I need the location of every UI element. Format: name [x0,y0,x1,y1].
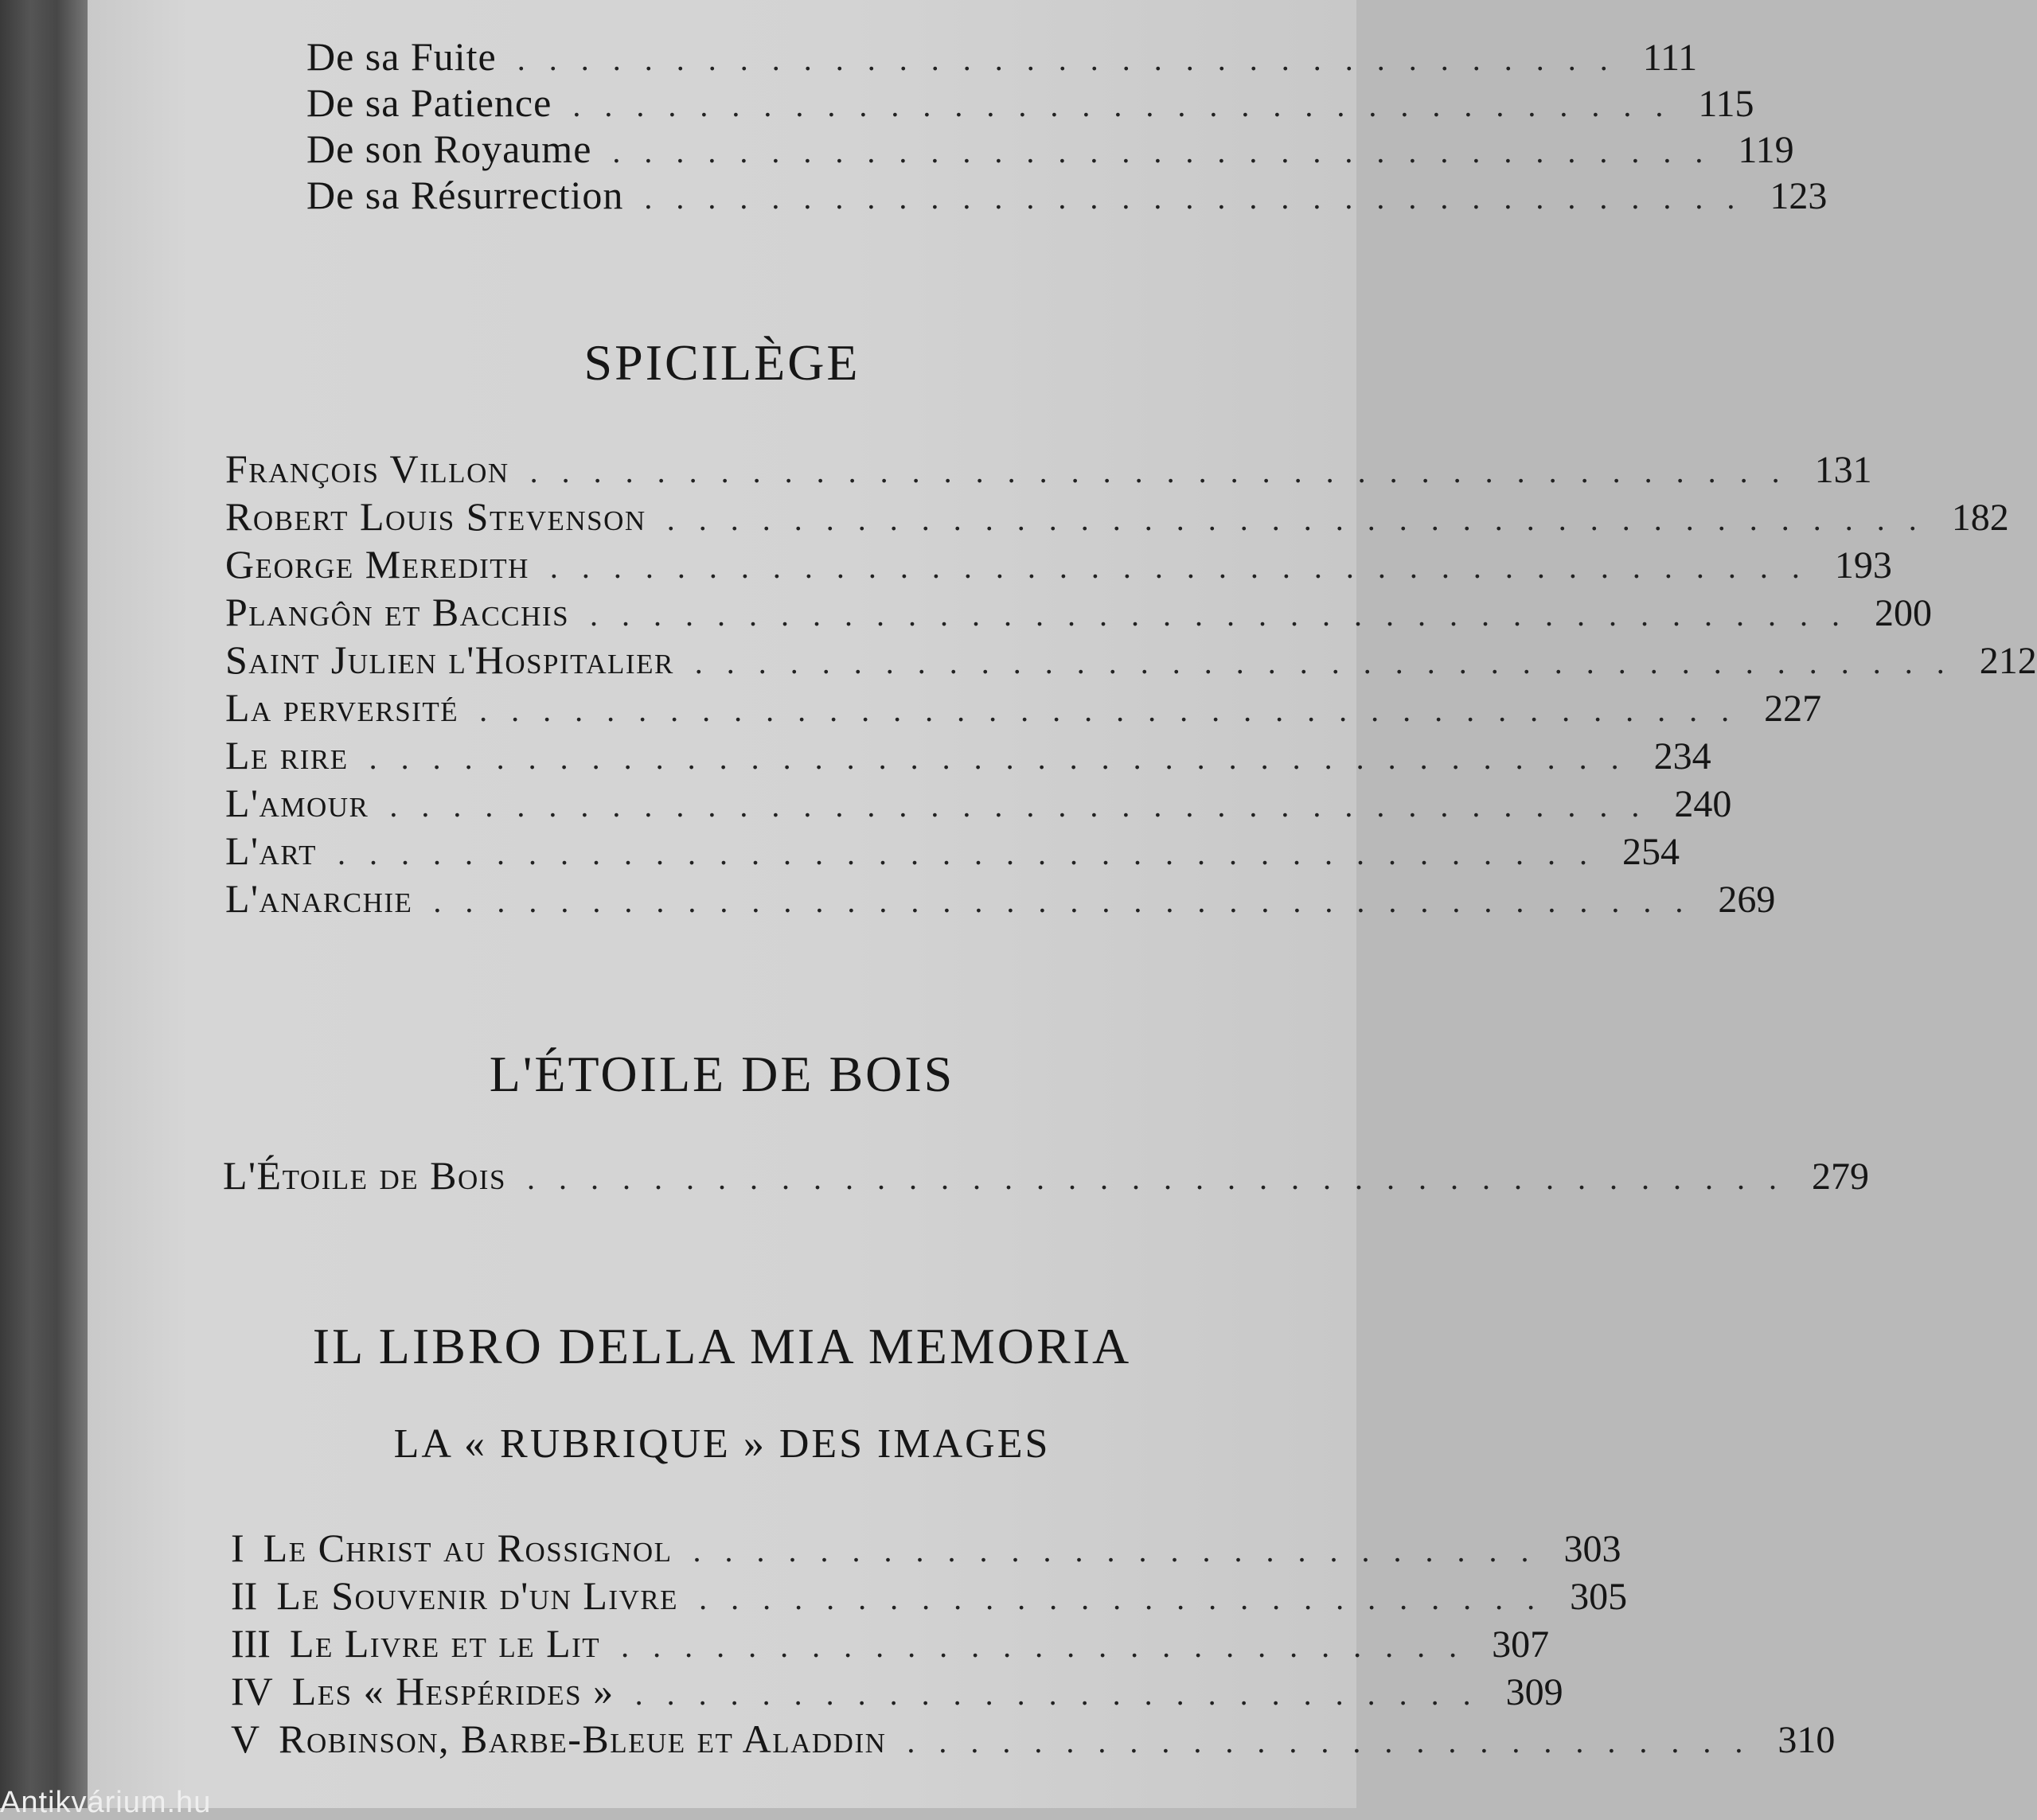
toc-entry-page: 279 [1811,1156,1869,1198]
toc-entry-title: L'Étoile de Bois [223,1153,506,1198]
leader-dots: . . . . . . . . . . . . . . . . . . . . . . . . . . . . . . . . . . . . . . . . [389,788,1648,824]
leader-dots: . . . . . . . . . . . . . . . . . . . . . . . . . . . . . . . . . . . . . . . . [590,597,1848,633]
leader-dots: . . . . . . . . . . . . . . . . . . . . . . . . . . . . . . . . . . . . . . . . [369,740,1627,776]
toc-entry-page: 182 [1951,497,2009,539]
toc-entry-title: La perversité [225,685,459,730]
section-heading-libro: IL LIBRO DELLA MIA MEMORIA [312,1318,1132,1374]
toc-entry [225,875,1776,925]
toc-entry-title: De sa Résurrection [306,173,624,217]
watermark-text: Antikvárium.hu [0,1786,212,1819]
toc-entry-page: 254 [1621,831,1680,873]
leader-dots: . . . . . . . . . . . . . . . . . . . . . . . . . . . . . . . . . . . [572,88,1672,123]
section-subheading-rubrique: LA « RUBRIQUE » DES IMAGES [393,1421,1051,1467]
toc-entry-page: 123 [1770,175,1828,217]
toc-entry-page: 131 [1814,449,1872,491]
section-heading-etoile: L'ÉTOILE DE BOIS [489,1046,955,1102]
toc-entry [225,446,1872,495]
leader-dots: . . . . . . . . . . . . . . . . . . . . . . . . . . . . . . . . . . . . . . . . [666,501,1925,537]
toc-entry-page: 212 [1979,640,2037,682]
toc-entry [225,684,1822,734]
toc-entry-page: 269 [1718,879,1776,921]
leader-dots: . . . . . . . . . . . . . . . . . . . . . . . . . . . [907,1724,1751,1760]
leader-dots: . . . . . . . . . . . . . . . . . . . . . . . . . . . . . . . . . . . . . . . . [433,883,1692,919]
toc-entry-title: Le rire [225,733,349,777]
toc-entry [231,1668,1563,1717]
toc-entry [225,828,1680,877]
toc-entry [225,589,1933,638]
toc-entry [231,1525,1621,1574]
toc-entry [225,637,2037,686]
toc-entry-title: Robert Louis Stevenson [225,494,646,539]
toc-entry-number: IV [231,1669,273,1713]
leader-dots: . . . . . . . . . . . . . . . . . . . . . . . . . . . . . . . . . . . [517,41,1616,77]
toc-entry-number: II [231,1573,258,1618]
toc-entry-title: De son Royaume [306,127,592,171]
toc-entry-page: 227 [1764,688,1822,730]
toc-entry-page: 303 [1563,1528,1621,1570]
section-heading-spicilege: SPICILÈGE [583,334,860,391]
toc-entry-page: 305 [1570,1576,1628,1618]
toc-entry-number: III [231,1621,271,1666]
leader-dots: . . . . . . . . . . . . . . . . . . . . . . . . . . . . . . . . . . . . . . . . [337,836,1595,871]
leader-dots: . . . . . . . . . . . . . . . . . . . . . . . . . . . . . . . . . . . . . . . . [694,645,1953,680]
toc-entry [231,1573,1628,1622]
toc-entry-page: 193 [1834,544,1892,587]
toc-entry [306,80,1754,129]
toc-entry-page: 310 [1777,1719,1836,1761]
toc-entry [231,1716,1836,1765]
book-spine [0,0,88,1808]
toc-entry-number: I [231,1526,244,1570]
leader-dots: . . . . . . . . . . . . . . . . . . . . . . . . . . . . . . . . . . . [644,180,1743,216]
toc-entry-title: Plangôn et Bacchis [225,590,570,634]
toc-entry-page: 307 [1492,1623,1550,1666]
leader-dots: . . . . . . . . . . . . . . . . . . . . . . . . . . . . . . . . . . . [612,134,1711,170]
toc-entry-page: 309 [1505,1671,1563,1713]
toc-entry [306,126,1794,175]
toc-entry-page: 119 [1738,129,1794,171]
leader-dots: . . . . . . . . . . . . . . . . . . . . . . . . . . . [621,1628,1465,1664]
toc-entry [225,541,1892,590]
toc-entry-title: François Villon [225,446,509,491]
toc-entry-title: Le Souvenir d'un Livre [276,1573,679,1618]
toc-entry [306,172,1828,221]
toc-entry [306,33,1698,83]
toc-entry [225,732,1711,781]
toc-entry-title: Le Livre et le Lit [289,1621,601,1666]
toc-entry-title: Le Christ au Rossignol [263,1526,673,1570]
toc-entry-title: L'anarchie [225,876,413,921]
toc-entry-title: George Meredith [225,542,529,587]
toc-entry-title: L'amour [225,781,369,825]
toc-entry-page: 200 [1875,592,1933,634]
leader-dots: . . . . . . . . . . . . . . . . . . . . . . . . . . . . . . . . . . . . . . . . [526,1160,1785,1196]
leader-dots: . . . . . . . . . . . . . . . . . . . . . . . . . . . [634,1676,1479,1712]
toc-entry-title: Les « Hespérides » [291,1669,615,1713]
toc-entry-page: 115 [1698,83,1754,125]
toc-entry-page: 234 [1653,735,1711,777]
toc-entry-page: 111 [1642,37,1698,79]
toc-entry-title: Robinson, Barbe-Bleue et Aladdin [279,1717,887,1761]
toc-entry-title: L'art [225,828,317,873]
leader-dots: . . . . . . . . . . . . . . . . . . . . . . . . . . . [693,1533,1537,1569]
toc-entry [225,493,2009,543]
leader-dots: . . . . . . . . . . . . . . . . . . . . . . . . . . . [699,1580,1543,1616]
leader-dots: . . . . . . . . . . . . . . . . . . . . . . . . . . . . . . . . . . . . . . . . [479,692,1738,728]
toc-entry [225,780,1732,829]
toc-entry-page: 240 [1674,783,1732,825]
toc-entry-title: De sa Patience [306,80,552,125]
toc-entry [223,1152,1869,1202]
toc-entry-title: De sa Fuite [306,34,497,79]
leader-dots: . . . . . . . . . . . . . . . . . . . . . . . . . . . . . . . . . . . . . . . . [549,549,1808,585]
toc-entry-number: V [231,1717,260,1761]
toc-entry-title: Saint Julien l'Hospitalier [225,637,674,682]
leader-dots: . . . . . . . . . . . . . . . . . . . . . . . . . . . . . . . . . . . . . . . . [529,454,1788,489]
toc-entry [231,1620,1550,1670]
